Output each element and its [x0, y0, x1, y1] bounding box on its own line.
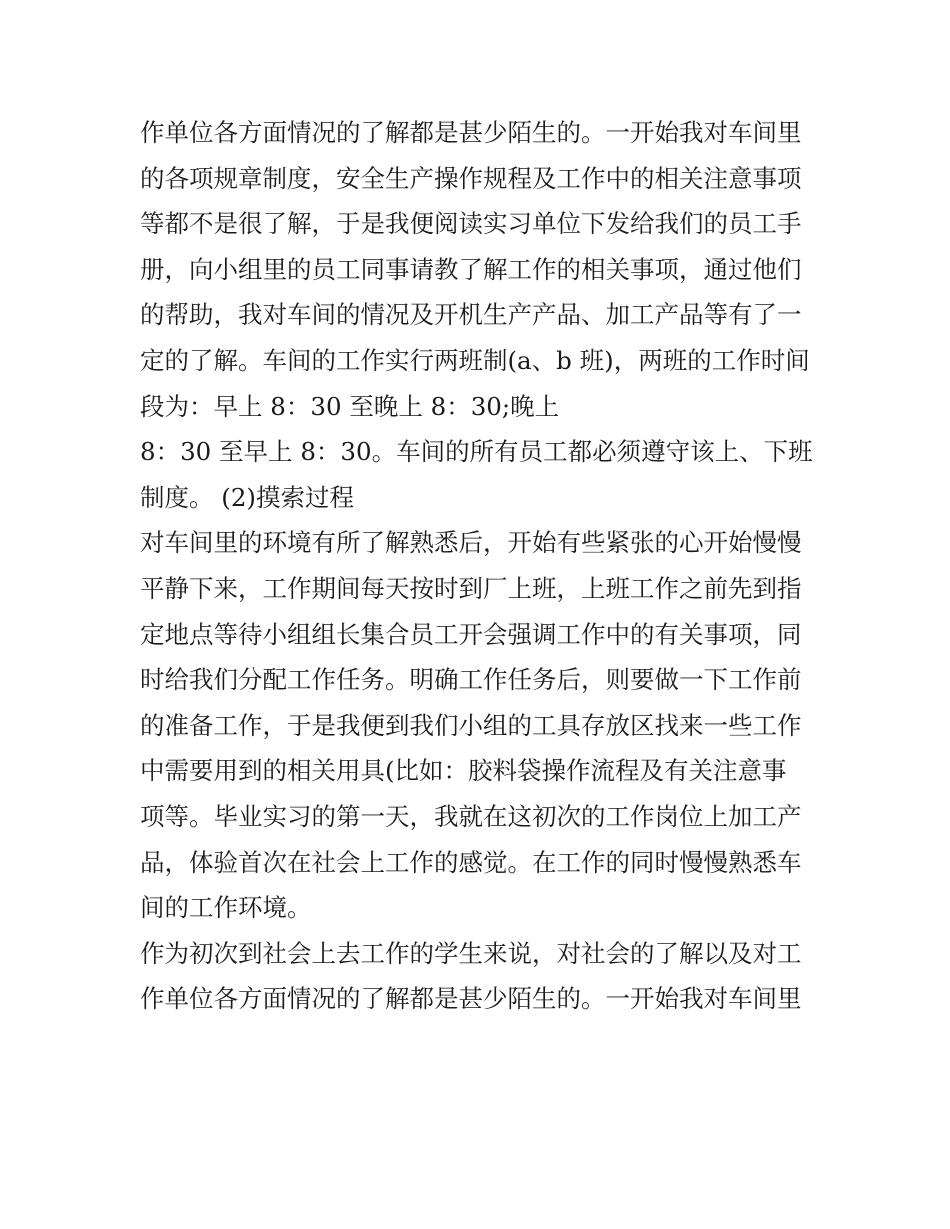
text-line: 作为初次到社会上去工作的学生来说，对社会的了解以及对工	[140, 938, 802, 968]
text-line: 的帮助，我对车间的情况及开机生产产品、加工产品等有了一	[140, 300, 802, 330]
text-line: 平静下来，工作期间每天按时到厂上班，上班工作之前先到指	[140, 573, 802, 603]
text-line: 制度。 (2)摸索过程	[140, 482, 354, 512]
text-line: 品，体验首次在社会上工作的感觉。在工作的同时慢慢熟悉车	[140, 847, 802, 877]
text-line: 的各项规章制度，安全生产操作规程及工作中的相关注意事项	[140, 163, 802, 193]
text-line: 作单位各方面情况的了解都是甚少陌生的。一开始我对车间里	[140, 984, 802, 1014]
text-line: 时给我们分配工作任务。明确工作任务后，则要做一下工作前	[140, 665, 802, 695]
text-line: 的准备工作，于是我便到我们小组的工具存放区找来一些工作	[140, 710, 802, 740]
text-line: 间的工作环境。	[140, 893, 312, 923]
text-line: 中需要用到的相关用具(比如：胶料袋操作流程及有关注意事	[140, 756, 787, 786]
text-line: 对车间里的环境有所了解熟悉后，开始有些紧张的心开始慢慢	[140, 528, 802, 558]
text-line: 8：30 至早上 8：30。车间的所有员工都必须遵守该上、下班	[140, 437, 813, 467]
text-line: 作单位各方面情况的了解都是甚少陌生的。一开始我对车间里	[140, 118, 802, 147]
text-line: 册，向小组里的员工同事请教了解工作的相关事项，通过他们	[140, 254, 802, 284]
text-line: 定的了解。车间的工作实行两班制(a、b 班)，两班的工作时间	[140, 345, 810, 375]
text-line: 项等。毕业实习的第一天，我就在这初次的工作岗位上加工产	[140, 801, 802, 831]
text-line: 等都不是很了解，于是我便阅读实习单位下发给我们的员工手	[140, 209, 802, 239]
body-text	[140, 110, 820, 1022]
text-line: 段为：早上 8：30 至晚上 8：30;晚上	[140, 391, 560, 421]
text-line: 定地点等待小组组长集合员工开会强调工作中的有关事项，同	[140, 619, 802, 649]
